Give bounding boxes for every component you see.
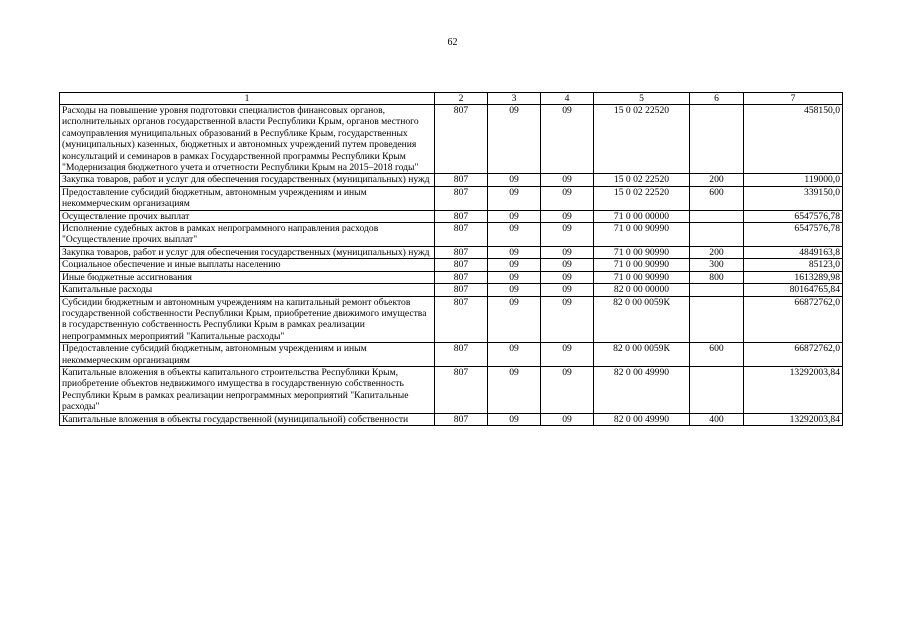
- row-name: Исполнение судебных актов в рамках непрограммного направления расходов "Осуществление прочих выплат": [60, 223, 435, 247]
- table-row: [60, 271, 843, 283]
- row-ministry-code: 807: [435, 259, 488, 271]
- row-name: Предоставление субсидий бюджетным, автономным учреждениям и иным некоммерческим организациям: [60, 186, 435, 210]
- row-amount: 339150,0: [744, 186, 843, 210]
- row-target-article: 71 0 00 90990: [594, 246, 690, 258]
- row-section-code: 09: [488, 174, 541, 186]
- row-subsection-code: 09: [541, 186, 594, 210]
- row-amount: 458150,0: [744, 105, 843, 174]
- row-name: Закупка товаров, работ и услуг для обеспечения государственных (муниципальных) нужд: [60, 174, 435, 186]
- row-name: Закупка товаров, работ и услуг для обеспечения государственных (муниципальных) нужд: [60, 246, 435, 258]
- row-target-article: 82 0 00 0059К: [594, 296, 690, 343]
- header-col-4: 4: [541, 93, 594, 105]
- budget-table: [59, 92, 843, 426]
- row-subsection-code: 09: [541, 105, 594, 174]
- row-name: Капитальные расходы: [60, 284, 435, 296]
- row-target-article: 82 0 00 49990: [594, 413, 690, 425]
- row-expense-type: 600: [690, 343, 744, 367]
- row-target-article: 15 0 02 22520: [594, 105, 690, 174]
- table-row: [60, 174, 843, 186]
- row-amount: 66872762,0: [744, 296, 843, 343]
- table-row: [60, 366, 843, 413]
- row-subsection-code: 09: [541, 271, 594, 283]
- row-section-code: 09: [488, 246, 541, 258]
- row-expense-type: 200: [690, 246, 744, 258]
- row-amount: 85123,0: [744, 259, 843, 271]
- row-ministry-code: 807: [435, 366, 488, 413]
- row-ministry-code: 807: [435, 223, 488, 247]
- row-target-article: 71 0 00 00000: [594, 210, 690, 222]
- row-expense-type: [690, 223, 744, 247]
- row-ministry-code: 807: [435, 186, 488, 210]
- row-subsection-code: 09: [541, 246, 594, 258]
- table-row: [60, 259, 843, 271]
- header-col-1: 1: [60, 93, 435, 105]
- table-row: [60, 210, 843, 222]
- row-expense-type: [690, 105, 744, 174]
- row-name: Субсидии бюджетным и автономным учреждениям на капитальный ремонт объектов государственной собственности Республики Крым, приобретение движимого имущества в государственную собственность Республики Крым в рамках реализации непрограммных мероприятий "Капитальные расходы": [60, 296, 435, 343]
- row-amount: 6547576,78: [744, 210, 843, 222]
- row-ministry-code: 807: [435, 174, 488, 186]
- row-section-code: 09: [488, 366, 541, 413]
- row-subsection-code: 09: [541, 413, 594, 425]
- page-number: 62: [447, 37, 458, 48]
- row-subsection-code: 09: [541, 259, 594, 271]
- table-row: [60, 343, 843, 367]
- row-name: Иные бюджетные ассигнования: [60, 271, 435, 283]
- row-subsection-code: 09: [541, 174, 594, 186]
- row-expense-type: 200: [690, 174, 744, 186]
- row-expense-type: 800: [690, 271, 744, 283]
- table-row: [60, 413, 843, 425]
- row-target-article: 15 0 02 22520: [594, 174, 690, 186]
- row-ministry-code: 807: [435, 413, 488, 425]
- table-row: [60, 186, 843, 210]
- table-row: [60, 296, 843, 343]
- row-section-code: 09: [488, 210, 541, 222]
- row-ministry-code: 807: [435, 284, 488, 296]
- row-section-code: 09: [488, 259, 541, 271]
- row-target-article: 71 0 00 90990: [594, 223, 690, 247]
- row-amount: 1613289,98: [744, 271, 843, 283]
- row-ministry-code: 807: [435, 105, 488, 174]
- row-expense-type: 300: [690, 259, 744, 271]
- header-col-3: 3: [488, 93, 541, 105]
- row-target-article: 82 0 00 0059К: [594, 343, 690, 367]
- row-name: Социальное обеспечение и иные выплаты населению: [60, 259, 435, 271]
- row-section-code: 09: [488, 223, 541, 247]
- row-target-article: 82 0 00 00000: [594, 284, 690, 296]
- row-name: Капитальные вложения в объекты государственной (муниципальной) собственности: [60, 413, 435, 425]
- row-section-code: 09: [488, 271, 541, 283]
- row-subsection-code: 09: [541, 223, 594, 247]
- row-ministry-code: 807: [435, 271, 488, 283]
- row-amount: 80164765,84: [744, 284, 843, 296]
- row-section-code: 09: [488, 296, 541, 343]
- row-subsection-code: 09: [541, 366, 594, 413]
- row-target-article: 15 0 02 22520: [594, 186, 690, 210]
- row-target-article: 71 0 00 90990: [594, 259, 690, 271]
- row-target-article: 71 0 00 90990: [594, 271, 690, 283]
- row-ministry-code: 807: [435, 246, 488, 258]
- row-expense-type: 600: [690, 186, 744, 210]
- row-section-code: 09: [488, 284, 541, 296]
- row-amount: 6547576,78: [744, 223, 843, 247]
- row-subsection-code: 09: [541, 296, 594, 343]
- row-name: Капитальные вложения в объекты капитального строительства Республики Крым, приобретение объектов недвижимого имущества в государственную собственность Республики Крым в рамках реализации непрограммных мероприятий "Капитальные расходы": [60, 366, 435, 413]
- row-subsection-code: 09: [541, 284, 594, 296]
- row-section-code: 09: [488, 413, 541, 425]
- row-ministry-code: 807: [435, 296, 488, 343]
- row-section-code: 09: [488, 343, 541, 367]
- row-section-code: 09: [488, 105, 541, 174]
- row-expense-type: [690, 366, 744, 413]
- table-row: [60, 246, 843, 258]
- row-name: Расходы на повышение уровня подготовки специалистов финансовых органов, исполнительных органов государственной власти Республики Крым, органов местного самоуправления муниципальных образований в Республике Крым, государственных (муниципальных) казенных, бюджетных и автономных учреждений путем проведения консультаций и семинаров в рамках Государственной программы Республики Крым "Модернизация бюджетного учета и отчетности Республики Крым на 2015–2018 годы": [60, 105, 435, 174]
- row-amount: 13292003,84: [744, 366, 843, 413]
- row-amount: 13292003,84: [744, 413, 843, 425]
- row-amount: 4849163,8: [744, 246, 843, 258]
- row-amount: 119000,0: [744, 174, 843, 186]
- header-col-2: 2: [435, 93, 488, 105]
- header-col-6: 6: [690, 93, 744, 105]
- row-target-article: 82 0 00 49990: [594, 366, 690, 413]
- row-expense-type: [690, 284, 744, 296]
- row-ministry-code: 807: [435, 210, 488, 222]
- row-section-code: 09: [488, 186, 541, 210]
- row-expense-type: [690, 210, 744, 222]
- row-name: Предоставление субсидий бюджетным, автономным учреждениям и иным некоммерческим организациям: [60, 343, 435, 367]
- row-ministry-code: 807: [435, 343, 488, 367]
- row-amount: 66872762,0: [744, 343, 843, 367]
- row-name: Осуществление прочих выплат: [60, 210, 435, 222]
- row-expense-type: [690, 296, 744, 343]
- table-row: [60, 223, 843, 247]
- row-subsection-code: 09: [541, 343, 594, 367]
- header-col-7: 7: [744, 93, 843, 105]
- header-row: [60, 93, 843, 105]
- row-expense-type: 400: [690, 413, 744, 425]
- header-col-5: 5: [594, 93, 690, 105]
- table-row: [60, 284, 843, 296]
- table-row: [60, 105, 843, 174]
- row-subsection-code: 09: [541, 210, 594, 222]
